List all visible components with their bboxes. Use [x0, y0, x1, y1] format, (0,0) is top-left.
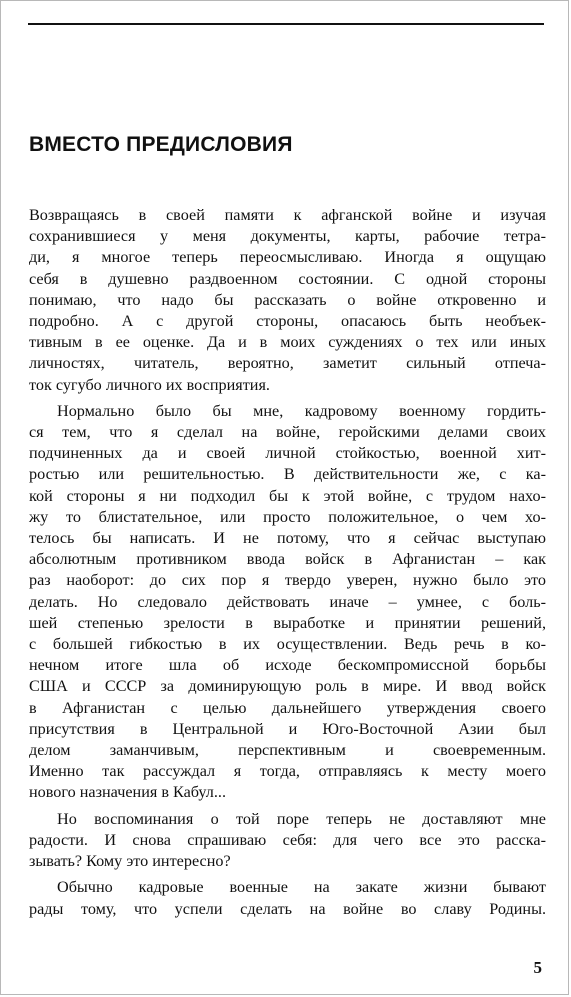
text-line: кой стороны я ни подходил бы к этой войне, с трудом нахо- — [29, 486, 546, 505]
text-line: понимаю, что надо бы рассказать о войне откровенно и — [29, 290, 546, 309]
text-line: телось бы написать. И не потому, что я сейчас выступаю — [29, 529, 546, 548]
text-line: Обычно кадровые военные на закате жизни бывают — [57, 878, 546, 897]
text-line: ростью или решительностью. В действительности же, с ка- — [29, 465, 546, 484]
text-line: ди, я многое теперь переосмысливаю. Иногда я ощущаю — [29, 248, 546, 267]
text-line: жу то блистательное, или просто положительное, о чем хо- — [29, 507, 546, 526]
text-line: зывать? Кому это интересно? — [29, 852, 231, 871]
text-line: ток сугубо личного их восприятия. — [29, 375, 270, 394]
text-line: с большей гибкостью в их осуществлении. Ведь речь в ко- — [29, 635, 546, 654]
text-line: Нормально было бы мне, кадровому военному гордить- — [57, 401, 546, 420]
text-line: себя в душевно раздвоенном состоянии. С одной стороны — [29, 269, 546, 288]
paragraph — [29, 205, 546, 396]
paragraph — [29, 877, 546, 919]
body-text — [29, 205, 546, 920]
text-line: нового назначения в Кабул... — [29, 783, 227, 802]
text-line: ся тем, что я сделал на войне, геройскими делами своих — [29, 423, 546, 442]
text-line: США и СССР за доминирующую роль в мире. И ввод войск — [29, 677, 546, 696]
text-line: делать. Но следовало действовать иначе – умнее, с боль- — [29, 592, 546, 611]
top-rule — [28, 23, 544, 25]
paragraph — [29, 809, 546, 873]
text-line: сохранившиеся у меня документы, карты, рабочие тетра- — [29, 227, 546, 246]
text-line: раз наоборот: до сих пор я твердо уверен, нужно было это — [29, 571, 546, 590]
text-line: рады тому, что успели сделать на войне во славу Родины. — [29, 899, 546, 918]
text-line: присутствия в Центральной и Юго-Восточной Азии был — [29, 719, 546, 738]
chapter-heading: ВМЕСТО ПРЕДИСЛОВИЯ — [29, 133, 293, 156]
text-line: подчиненных да и своей личной стойкостью, военной хит- — [29, 444, 546, 463]
text-line: шей степенью зрелости в выработке и принятии решений, — [29, 613, 546, 632]
text-line: в Афганистан с целью дальнейшего утверждения своего — [29, 698, 546, 717]
text-line: радости. И снова спрашиваю себя: для чего все это расска- — [29, 830, 546, 849]
text-line: делом заманчивым, перспективным и своевременным. — [29, 741, 546, 760]
text-line: нечном итоге шла об исходе бескомпромиссной борьбы — [29, 656, 546, 675]
text-line: подробно. А с другой стороны, опасаюсь быть необъек- — [29, 312, 546, 331]
text-line: личностях, читатель, вероятно, заметит сильный отпеча- — [29, 354, 546, 373]
paragraph — [29, 401, 546, 804]
text-line: Но воспоминания о той поре теперь не доставляют мне — [57, 809, 546, 828]
text-line: Возвращаясь в своей памяти к афганской войне и изучая — [29, 206, 546, 224]
text-line: тивным в ее оценке. Да и в моих суждениях о тех или иных — [29, 333, 546, 352]
page-number: 5 — [533, 958, 542, 977]
text-line: абсолютным противником ввода войск в Афганистан – как — [29, 550, 546, 569]
text-line: Именно так рассуждал я тогда, отправляясь к месту моего — [29, 762, 546, 781]
